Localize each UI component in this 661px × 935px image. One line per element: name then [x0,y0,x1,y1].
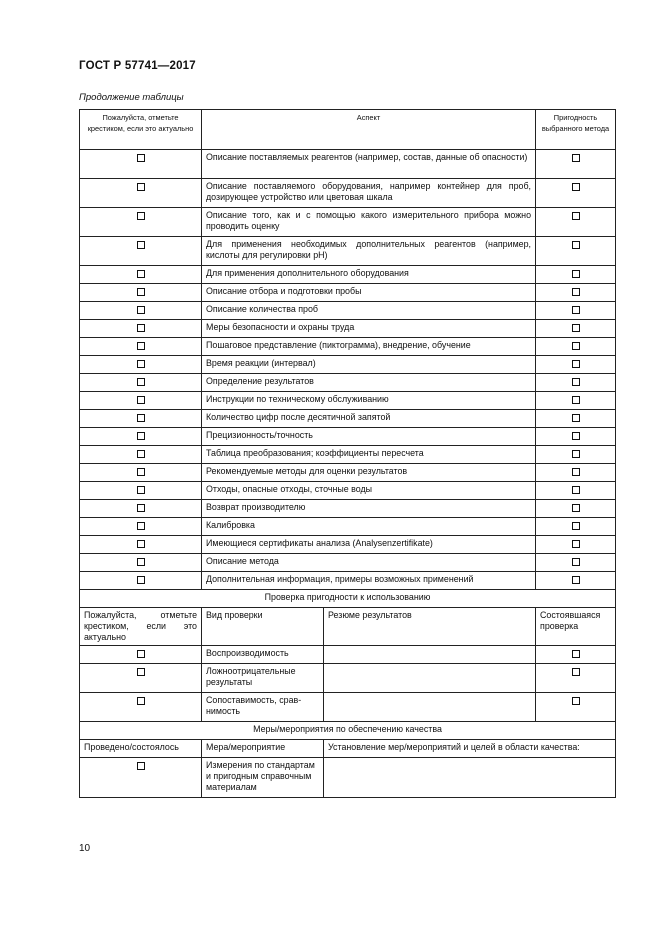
suitability-checkbox[interactable] [572,396,580,404]
mark-checkbox[interactable] [137,288,145,296]
aspect-label: Количество цифр после десятичной запятой [202,410,536,428]
mark-checkbox[interactable] [137,522,145,530]
mark-checkbox[interactable] [137,668,145,676]
mark-checkbox[interactable] [137,183,145,191]
aspect-label: Описание отбора и подготовки пробы [202,284,536,302]
suitability-checkbox[interactable] [572,212,580,220]
aspect-label: Меры безопасности и охраны труда [202,320,536,338]
mark-checkbox[interactable] [137,486,145,494]
aspect-row [80,374,616,392]
summary-cell[interactable] [324,646,536,664]
summary-cell[interactable] [324,664,536,693]
aspect-label: Описание метода [202,554,536,572]
mark-checkbox[interactable] [137,324,145,332]
quality-done-header: Проведено/состоялось [80,740,202,758]
aspect-row [80,500,616,518]
mark-checkbox[interactable] [137,432,145,440]
suitability-checkbox[interactable] [572,324,580,332]
mark-checkbox[interactable] [137,396,145,404]
aspect-label: Отходы, опасные отходы, сточные воды [202,482,536,500]
mark-checkbox[interactable] [137,558,145,566]
aspect-row [80,237,616,266]
section-row [80,722,616,740]
mark-column-header: Пожалуйста, отметьте крестиком, если это актуально [80,110,202,150]
aspect-label: Для применения необходимых дополнительных реагентов (например, кислоты для регулировки pH) [202,237,536,266]
summary-header: Резюме результатов [324,608,536,646]
aspect-row [80,554,616,572]
aspect-label: Время реакции (интервал) [202,356,536,374]
usability-mark-header: Пожалуйста, отметьте крестиком, если это актуально [80,608,202,646]
check-type-label: Ложноотрицательные результаты [202,664,324,693]
suitability-checkbox[interactable] [572,183,580,191]
aspect-label: Определение результатов [202,374,536,392]
suitability-checkbox[interactable] [572,504,580,512]
aspect-row [80,536,616,554]
quality-section-title: Меры/мероприятия по обеспечению качества [80,722,616,740]
mark-checkbox[interactable] [137,697,145,705]
suitability-checkbox[interactable] [572,522,580,530]
usability-row [80,664,616,693]
aspect-row [80,392,616,410]
aspect-row [80,482,616,500]
done-check-header: Состоявшаяся проверка [536,608,616,646]
suitability-checkbox[interactable] [572,468,580,476]
aspect-label: Инструкции по техническому обслуживанию [202,392,536,410]
mark-checkbox[interactable] [137,306,145,314]
mark-checkbox[interactable] [137,504,145,512]
aspect-row [80,572,616,590]
quality-goals-cell[interactable] [324,758,616,798]
suitability-checkbox[interactable] [572,450,580,458]
aspect-row [80,320,616,338]
suitability-checkbox[interactable] [572,540,580,548]
done-checkbox[interactable] [572,668,580,676]
aspect-label: Описание поставляемых реагентов (например, состав, данные об опасности) [202,150,536,179]
suitability-checkbox[interactable] [572,558,580,566]
quality-header-row [80,740,616,758]
aspect-row [80,179,616,208]
done-checkbox[interactable] [572,697,580,705]
mark-checkbox[interactable] [137,450,145,458]
aspect-row [80,410,616,428]
aspect-label: Описание количества проб [202,302,536,320]
suitability-checkbox[interactable] [572,241,580,249]
suitability-checkbox[interactable] [572,378,580,386]
aspect-row [80,208,616,237]
aspect-label: Возврат производителю [202,500,536,518]
aspect-row [80,266,616,284]
aspect-column-header: Аспект [202,110,536,150]
mark-checkbox[interactable] [137,342,145,350]
check-type-header: Вид проверки [202,608,324,646]
aspect-row [80,338,616,356]
aspect-label: Имеющиеся сертификаты анализа (Analysenzertifikate) [202,536,536,554]
mark-checkbox[interactable] [137,650,145,658]
suitability-checkbox[interactable] [572,432,580,440]
aspect-label: Таблица преобразования; коэффициенты пересчета [202,446,536,464]
aspect-row [80,284,616,302]
suitability-checkbox[interactable] [572,576,580,584]
aspect-label: Калибровка [202,518,536,536]
quality-goals-header: Установление мер/мероприятий и целей в области качества: [324,740,616,758]
aspect-label: Прецизионность/точность [202,428,536,446]
mark-checkbox[interactable] [137,241,145,249]
mark-checkbox[interactable] [137,212,145,220]
aspect-label: Описание того, как и с помощью какого измерительного прибора можно проводить оценку [202,208,536,237]
aspect-row [80,464,616,482]
suitability-checkbox[interactable] [572,414,580,422]
aspect-row [80,150,616,179]
aspect-row [80,446,616,464]
measure-label: Измерения по стандартам и пригодным справочным материалам [202,758,324,798]
suitability-checkbox[interactable] [572,154,580,162]
aspect-label: Рекомендуемые методы для оценки результатов [202,464,536,482]
mark-checkbox[interactable] [137,414,145,422]
mark-checkbox[interactable] [137,540,145,548]
mark-checkbox[interactable] [137,360,145,368]
done-checkbox[interactable] [572,650,580,658]
done-checkbox[interactable] [137,762,145,770]
suitability-checkbox[interactable] [572,360,580,368]
check-type-label: Сопоставимость, сравнимость [202,693,324,722]
mark-checkbox[interactable] [137,468,145,476]
suitability-checkbox[interactable] [572,288,580,296]
mark-checkbox[interactable] [137,378,145,386]
aspect-row [80,302,616,320]
suitability-checkbox[interactable] [572,270,580,278]
suitability-checkbox[interactable] [572,306,580,314]
section-row [80,590,616,608]
usability-row [80,646,616,664]
suitability-column-header: Пригодность выбранного метода [536,110,616,150]
aspect-row [80,518,616,536]
mark-checkbox[interactable] [137,154,145,162]
aspect-label: Дополнительная информация, примеры возможных применений [202,572,536,590]
check-type-label: Воспроизводимость [202,646,324,664]
table-caption: Продолжение таблицы [79,92,184,103]
page-number: 10 [79,843,91,854]
usability-row [80,693,616,722]
aspect-label: Описание поставляемого оборудования, например контейнер для проб, дозирующее устройство или цветовая шкала [202,179,536,208]
suitability-checkbox[interactable] [572,486,580,494]
aspect-label: Пошаговое представление (пиктограмма), внедрение, обучение [202,338,536,356]
mark-checkbox[interactable] [137,270,145,278]
aspect-row [80,428,616,446]
summary-cell[interactable] [324,693,536,722]
usability-header-row [80,608,616,646]
mark-checkbox[interactable] [137,576,145,584]
quality-row [80,758,616,798]
suitability-checkbox[interactable] [572,342,580,350]
header-row [80,110,616,150]
measure-header: Мера/мероприятие [202,740,324,758]
document-title: ГОСТ Р 57741—2017 [79,60,196,72]
usability-section-title: Проверка пригодности к использованию [80,590,616,608]
checklist-table [79,109,616,798]
aspect-label: Для применения дополнительного оборудования [202,266,536,284]
aspect-row [80,356,616,374]
